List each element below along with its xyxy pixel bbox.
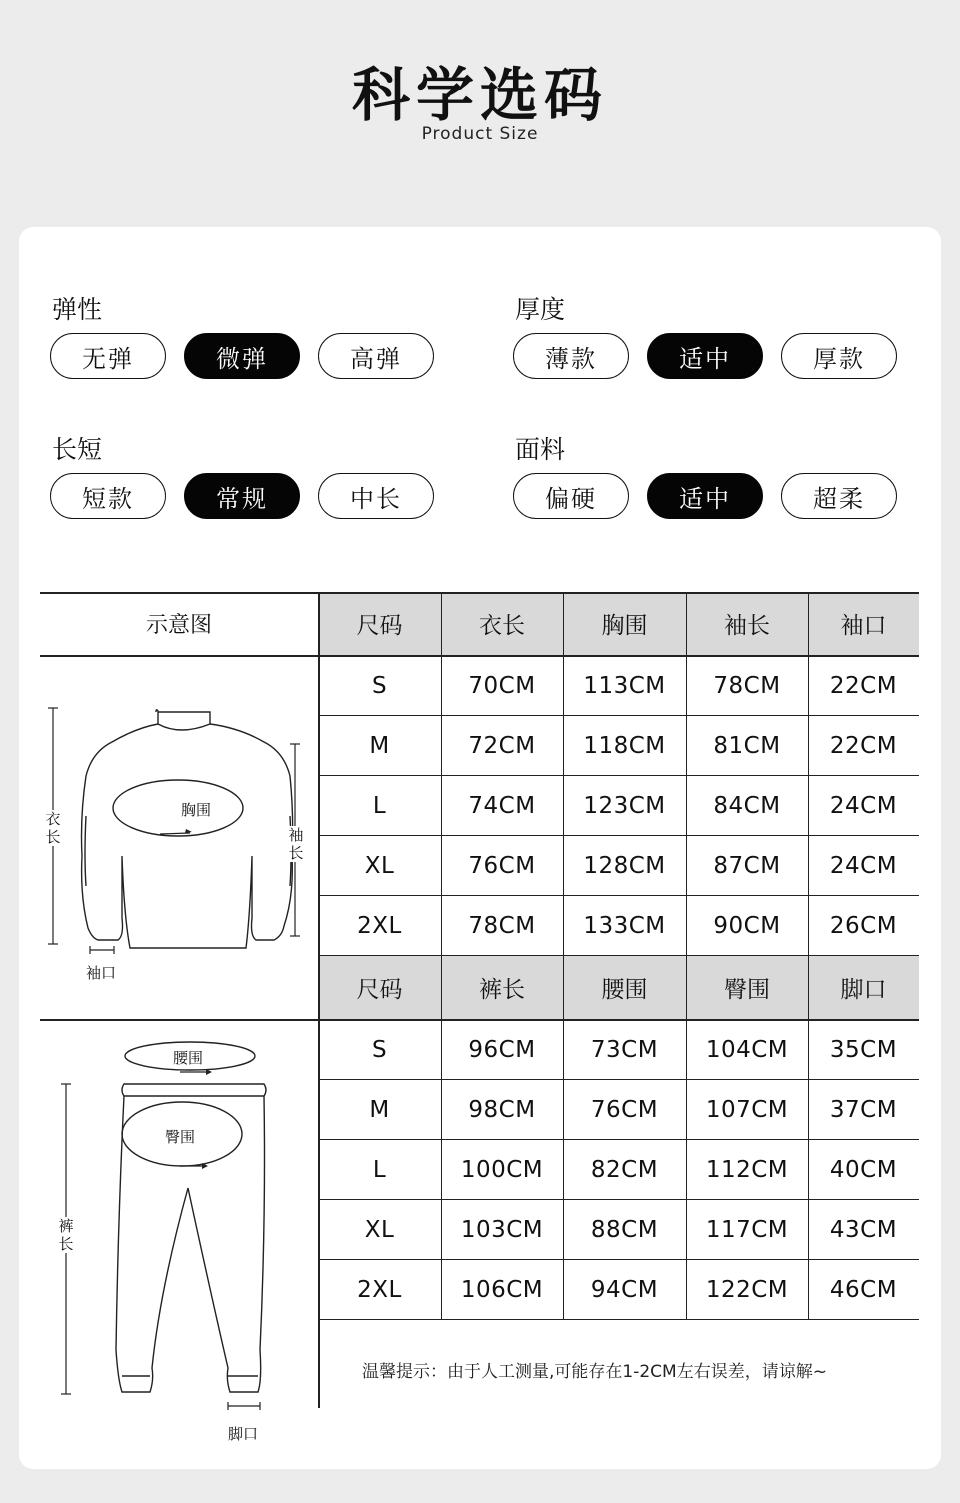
table-cell: 98CM xyxy=(468,1097,536,1123)
table-cell: 40CM xyxy=(829,1157,898,1183)
option-pill[interactable]: 常规 xyxy=(184,473,300,519)
table-cell: 22CM xyxy=(829,673,898,699)
table-cell: 84CM xyxy=(713,793,781,819)
table-cell: 2XL xyxy=(357,1277,402,1303)
table-cell: 2XL xyxy=(357,913,402,939)
table-cell: 78CM xyxy=(713,673,781,699)
table-line xyxy=(318,1139,919,1140)
sleeve-length-label: 袖长 xyxy=(288,826,304,862)
hip-label: 臀围 xyxy=(165,1128,196,1146)
table-cell: 26CM xyxy=(829,913,898,939)
table-cell: S xyxy=(371,1037,388,1063)
table-line xyxy=(441,592,442,956)
measurement-note: 温馨提示：由于人工测量,可能存在1-2CM左右误差，请谅解~ xyxy=(362,1362,827,1382)
table-cell: M xyxy=(369,1097,390,1123)
table-line xyxy=(318,1079,919,1080)
table-line xyxy=(563,956,564,1320)
table-cell: 94CM xyxy=(590,1277,659,1303)
option-pill[interactable]: 厚款 xyxy=(781,333,897,379)
table-cell: 24CM xyxy=(829,853,898,879)
page-title: 科学选码 xyxy=(351,61,608,129)
waist-label: 腰围 xyxy=(173,1049,204,1067)
table-cell: 74CM xyxy=(468,793,536,819)
table-header-cell: 胸围 xyxy=(563,592,686,655)
table-line xyxy=(318,775,919,776)
table-line xyxy=(686,956,687,1320)
table-cell: 87CM xyxy=(713,853,781,879)
table-cell: 122CM xyxy=(705,1277,789,1303)
table-line xyxy=(686,592,687,956)
table-cell: 123CM xyxy=(583,793,666,819)
table-cell: 35CM xyxy=(829,1037,898,1063)
table-header-cell: 脚口 xyxy=(808,956,919,1019)
table-cell: 73CM xyxy=(590,1037,659,1063)
table-divider xyxy=(318,592,320,1408)
table-header-cell: 衣长 xyxy=(441,592,563,655)
table-cell: 81CM xyxy=(713,733,781,759)
table-cell: L xyxy=(372,793,387,819)
option-pill[interactable]: 偏硬 xyxy=(513,473,629,519)
option-pill[interactable]: 薄款 xyxy=(513,333,629,379)
option-pill[interactable]: 中长 xyxy=(318,473,434,519)
table-cell: 76CM xyxy=(468,853,536,879)
table-line xyxy=(318,895,919,896)
table-header-cell: 臀围 xyxy=(686,956,808,1019)
table-cell: 70CM xyxy=(468,673,536,699)
group-label: 弹性 xyxy=(52,295,103,324)
table-cell: 43CM xyxy=(829,1217,898,1243)
table-cell: 37CM xyxy=(829,1097,898,1123)
table-cell: 78CM xyxy=(468,913,536,939)
table-line xyxy=(808,956,809,1320)
option-pill[interactable]: 适中 xyxy=(647,473,763,519)
group-label: 厚度 xyxy=(515,295,566,324)
table-top-border xyxy=(40,592,919,594)
table-cell: M xyxy=(369,733,390,759)
table-header-cell: 尺码 xyxy=(318,592,441,655)
table-cell: 133CM xyxy=(583,913,666,939)
chest-label: 胸围 xyxy=(181,801,212,819)
table-cell: 104CM xyxy=(705,1037,789,1063)
table-cell: L xyxy=(372,1157,387,1183)
table-cell: 72CM xyxy=(468,733,536,759)
table-cell: 117CM xyxy=(705,1217,789,1243)
table-cell: 46CM xyxy=(829,1277,898,1303)
page-subtitle: Product Size xyxy=(421,124,539,144)
table-line xyxy=(318,1319,919,1320)
table-cell: 112CM xyxy=(705,1157,789,1183)
table-cell: 88CM xyxy=(590,1217,659,1243)
table-cell: 113CM xyxy=(583,673,666,699)
option-pill[interactable]: 超柔 xyxy=(781,473,897,519)
table-line xyxy=(808,592,809,956)
option-pill[interactable]: 适中 xyxy=(647,333,763,379)
table-cell: 24CM xyxy=(829,793,898,819)
table-cell: XL xyxy=(364,1217,395,1243)
option-pill[interactable]: 微弹 xyxy=(184,333,300,379)
table-cell: 22CM xyxy=(829,733,898,759)
table-header-cell: 袖长 xyxy=(686,592,808,655)
table-cell: 107CM xyxy=(705,1097,789,1123)
jacket-diagram xyxy=(40,656,318,956)
group-label: 长短 xyxy=(52,435,103,464)
table-header-cell: 袖口 xyxy=(808,592,919,655)
table-cell: 76CM xyxy=(590,1097,659,1123)
cuff-label: 袖口 xyxy=(86,964,117,982)
table-line xyxy=(318,1199,919,1200)
pants-length-label: 裤长 xyxy=(58,1217,74,1253)
table-cell: S xyxy=(371,673,388,699)
table-line xyxy=(318,1259,919,1260)
table-line xyxy=(563,592,564,956)
ankle-label: 脚口 xyxy=(228,1425,259,1443)
table-cell: 118CM xyxy=(583,733,666,759)
pants-diagram xyxy=(40,1020,318,1450)
table-cell: 106CM xyxy=(460,1277,544,1303)
table-header-cell: 腰围 xyxy=(563,956,686,1019)
group-label: 面料 xyxy=(515,435,566,464)
table-line xyxy=(318,835,919,836)
diagram-header: 示意图 xyxy=(145,613,212,638)
table-cell: 103CM xyxy=(460,1217,544,1243)
option-pill[interactable]: 无弹 xyxy=(50,333,166,379)
table-cell: 128CM xyxy=(583,853,666,879)
jacket-length-label: 衣长 xyxy=(45,810,61,846)
table-header-cell: 尺码 xyxy=(318,956,441,1019)
table-cell: XL xyxy=(364,853,395,879)
option-pill[interactable]: 高弹 xyxy=(318,333,434,379)
table-cell: 90CM xyxy=(713,913,781,939)
table-line xyxy=(318,715,919,716)
table-cell: 96CM xyxy=(468,1037,536,1063)
table-header-cell: 裤长 xyxy=(441,956,563,1019)
table-line xyxy=(318,955,919,956)
table-cell: 82CM xyxy=(590,1157,659,1183)
table-cell: 100CM xyxy=(460,1157,544,1183)
table-line xyxy=(441,956,442,1320)
option-pill[interactable]: 短款 xyxy=(50,473,166,519)
